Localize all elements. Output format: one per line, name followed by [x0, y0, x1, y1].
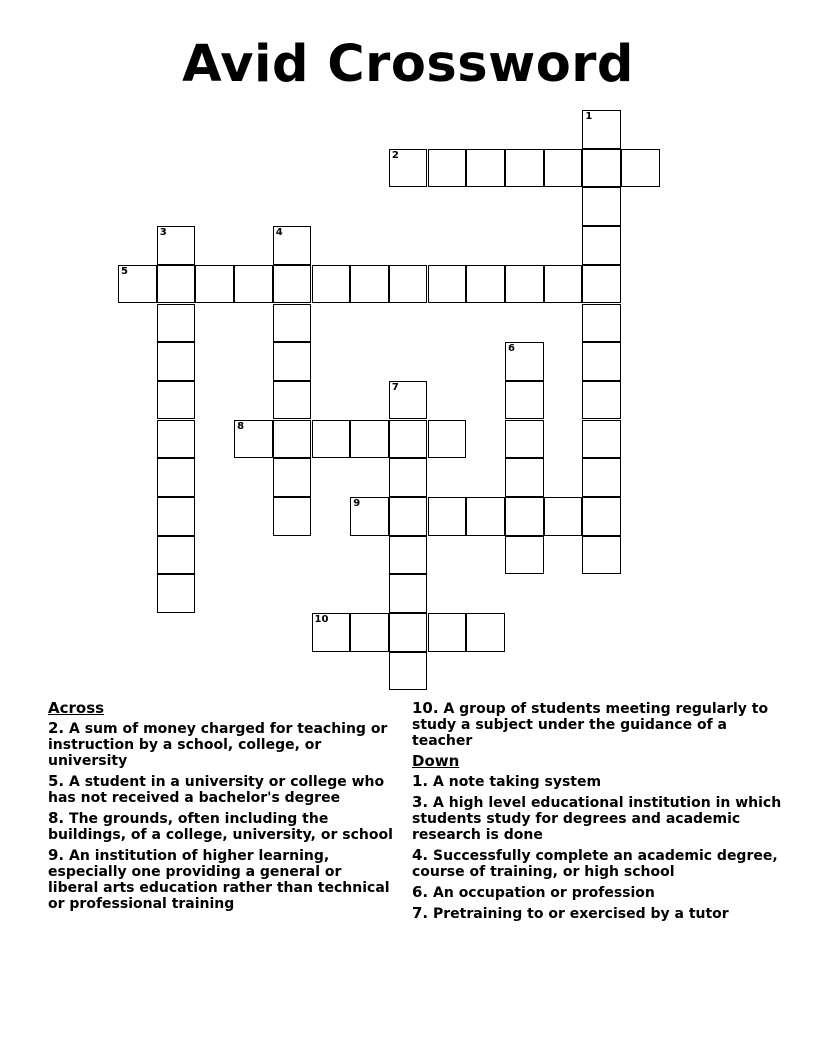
grid-cell[interactable] [505, 265, 544, 304]
grid-cell[interactable] [312, 420, 351, 459]
grid-cell[interactable] [582, 497, 621, 536]
grid-cell[interactable] [505, 497, 544, 536]
grid-cell[interactable] [428, 149, 467, 188]
clues-right-column [412, 700, 782, 926]
grid-cell[interactable] [273, 381, 312, 420]
clue-text: A high level educational institution in which students study for degrees and academic research is done [412, 795, 782, 843]
grid-cell[interactable] [157, 265, 196, 304]
grid-cell[interactable] [273, 342, 312, 381]
clue-number-label: 1 [585, 111, 593, 122]
grid-cell[interactable] [428, 420, 467, 459]
grid-cell[interactable] [505, 381, 544, 420]
grid-cell[interactable] [582, 536, 621, 575]
grid-cell[interactable] [582, 226, 621, 265]
grid-cell[interactable] [582, 265, 621, 304]
grid-cell[interactable] [273, 304, 312, 343]
across-clue-9 [48, 847, 393, 912]
grid-cell[interactable] [350, 420, 389, 459]
grid-cell[interactable] [195, 265, 234, 304]
clue-number: 5. [48, 772, 65, 790]
clue-text: Pretraining to or exercised by a tutor [433, 906, 729, 922]
grid-cell[interactable] [273, 226, 312, 265]
grid-cell[interactable] [350, 613, 389, 652]
grid-cell[interactable] [582, 381, 621, 420]
grid-cell[interactable] [505, 536, 544, 575]
grid-cell[interactable] [118, 265, 157, 304]
grid-cell[interactable] [505, 342, 544, 381]
clue-number-label: 6 [508, 343, 515, 355]
grid-cell[interactable] [157, 497, 196, 536]
clue-text: A sum of money charged for teaching or instruction by a school, college, or university [48, 721, 388, 769]
grid-cell[interactable] [582, 110, 621, 149]
clue-number-label: 8 [237, 420, 245, 432]
grid-cell[interactable] [621, 149, 660, 188]
clue-number: 9. [48, 846, 65, 864]
grid-cell[interactable] [582, 149, 621, 188]
grid-cell[interactable] [544, 497, 583, 536]
grid-cell[interactable] [273, 265, 312, 304]
grid-cell[interactable] [157, 381, 196, 420]
clue-number: 8. [48, 809, 65, 827]
across-clue-10 [412, 700, 782, 749]
down-heading: Down [412, 752, 460, 770]
grid-cell[interactable] [389, 149, 428, 188]
grid-cell[interactable] [544, 265, 583, 304]
grid-cell[interactable] [273, 497, 312, 536]
across-clue-8 [48, 810, 393, 843]
page-title: Avid Crossword [182, 35, 634, 94]
clue-text: An institution of higher learning, especially one providing a general or liberal arts education rather than technical or professional training [48, 848, 390, 912]
clue-number: 4. [412, 846, 429, 864]
clue-number: 6. [412, 883, 429, 901]
clue-number-label: 9 [353, 498, 361, 509]
grid-cell[interactable] [157, 304, 196, 343]
grid-cell[interactable] [350, 497, 389, 536]
down-clue-1 [412, 773, 782, 790]
grid-cell[interactable] [505, 420, 544, 459]
across-heading: Across [48, 699, 105, 717]
clue-number: 2. [48, 719, 65, 737]
clue-number-label: 10 [314, 614, 329, 626]
grid-cell[interactable] [582, 342, 621, 381]
clues-left-column [48, 700, 393, 916]
grid-cell[interactable] [389, 420, 428, 459]
down-clue-3 [412, 794, 782, 843]
grid-cell[interactable] [273, 458, 312, 497]
grid-cell[interactable] [389, 497, 428, 536]
grid-cell[interactable] [312, 265, 351, 304]
grid-cell[interactable] [544, 149, 583, 188]
grid-cell[interactable] [582, 187, 621, 226]
clue-number-label: 5 [121, 265, 128, 277]
grid-cell[interactable] [234, 265, 273, 304]
grid-cell[interactable] [428, 613, 467, 652]
clue-text: The grounds, often including the buildings, of a college, university, or school [48, 811, 393, 843]
grid-cell[interactable] [466, 497, 505, 536]
grid-cell[interactable] [505, 458, 544, 497]
grid-cell[interactable] [312, 613, 351, 652]
clue-text: An occupation or profession [433, 885, 655, 901]
grid-cell[interactable] [157, 342, 196, 381]
clue-number-label: 2 [391, 149, 399, 161]
clue-text: Successfully complete an academic degree, course of training, or high school [412, 848, 778, 880]
grid-cell[interactable] [428, 497, 467, 536]
grid-cell[interactable] [234, 420, 273, 459]
grid-cell[interactable] [389, 265, 428, 304]
clue-text: A group of students meeting regularly to study a subject under the guidance of a teacher [412, 701, 769, 749]
grid-cell[interactable] [389, 458, 428, 497]
clue-text: A note taking system [433, 774, 602, 790]
clue-text: A student in a university or college who has not received a bachelor's degree [48, 774, 385, 806]
grid-cell[interactable] [582, 420, 621, 459]
grid-cell[interactable] [389, 381, 428, 420]
grid-cell[interactable] [466, 613, 505, 652]
grid-cell[interactable] [389, 613, 428, 652]
across-clue-5 [48, 773, 393, 806]
grid-cell[interactable] [582, 458, 621, 497]
clue-number: 3. [412, 793, 429, 811]
clue-number: 7. [412, 904, 429, 922]
grid-cell[interactable] [157, 536, 196, 575]
down-clue-6 [412, 884, 782, 901]
clue-number-label: 3 [159, 227, 167, 239]
grid-cell[interactable] [350, 265, 389, 304]
grid-cell[interactable] [157, 458, 196, 497]
grid-cell[interactable] [389, 652, 428, 691]
across-clue-2 [48, 720, 393, 769]
grid-cell[interactable] [273, 420, 312, 459]
grid-cell[interactable] [505, 149, 544, 188]
clue-number-label: 4 [275, 227, 283, 239]
down-clue-7 [412, 905, 782, 922]
grid-cell[interactable] [157, 574, 196, 613]
grid-cell[interactable] [389, 536, 428, 575]
down-clue-4 [412, 847, 782, 880]
grid-cell[interactable] [157, 226, 196, 265]
grid-cell[interactable] [466, 265, 505, 304]
grid-cell[interactable] [428, 265, 467, 304]
grid-cell[interactable] [389, 574, 428, 613]
clue-number: 1. [412, 772, 429, 790]
clue-number-label: 7 [391, 381, 399, 393]
grid-cell[interactable] [582, 304, 621, 343]
clue-number: 10. [412, 699, 439, 717]
grid-cell[interactable] [466, 149, 505, 188]
grid-cell[interactable] [157, 420, 196, 459]
